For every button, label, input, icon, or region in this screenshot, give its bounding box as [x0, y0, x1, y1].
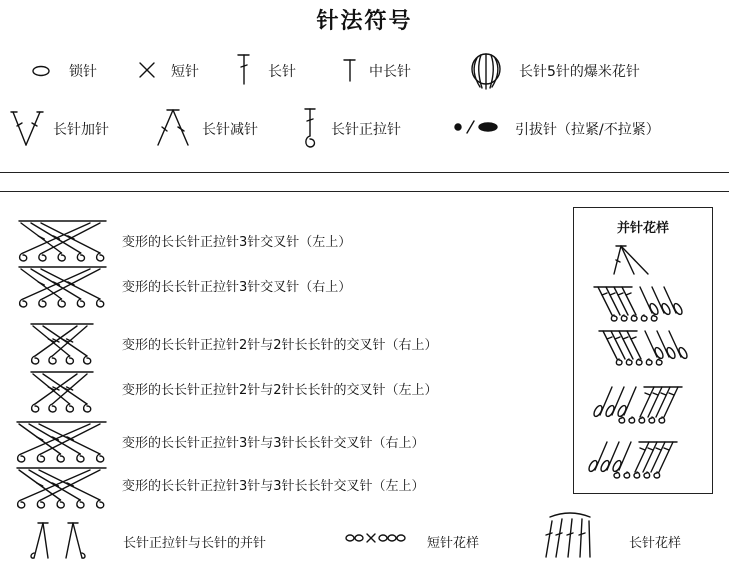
legend-label-dc-increase: 长针加针	[53, 122, 109, 138]
dc-pattern-icon	[542, 511, 598, 561]
legend-label-dc: 长针	[268, 64, 296, 80]
cross-stitch-label: 变形的长长针正拉针3针与3针长长针交叉针（右上）	[122, 436, 425, 451]
cross-stitch-2x2-right-icon	[27, 320, 97, 366]
combined-stitch-pattern-2-icon	[597, 327, 689, 365]
slip-stitch-icon	[452, 119, 502, 135]
cross-stitch-label: 变形的长长针正拉针2针与2针长长针的交叉针（左上）	[122, 383, 438, 398]
cross-stitch-label: 变形的长长针正拉针3针与3针长长针交叉针（左上）	[122, 479, 425, 494]
single-crochet-icon	[137, 61, 157, 79]
divider-top	[0, 172, 729, 173]
legend-label-fpdc: 长针正拉针	[331, 122, 401, 138]
cross-stitch-3x3-left-icon	[15, 217, 110, 263]
legend-label-dc-decrease: 长针减针	[202, 122, 258, 138]
cross-stitch-label: 变形的长长针正拉针3针交叉针（右上）	[122, 280, 352, 295]
sc-pattern-icon	[344, 531, 410, 545]
dc-decrease-icon	[155, 107, 191, 149]
cross-stitch-3x3-long-left-icon	[13, 464, 110, 510]
fpdc-dc-decrease-icon	[30, 520, 90, 562]
front-post-dc-icon	[302, 106, 322, 150]
double-crochet-icon	[236, 52, 252, 86]
bottom-label-sc-pattern: 短针花样	[427, 536, 480, 551]
half-double-crochet-icon	[342, 57, 358, 83]
legend-label-hdc: 中长针	[369, 64, 411, 80]
cross-stitch-3x3-right-icon	[15, 263, 110, 309]
legend-label-sc: 短针	[171, 64, 199, 80]
dc-increase-icon	[10, 108, 44, 148]
cross-stitch-label: 变形的长长针正拉针2针与2针长长针的交叉针（右上）	[122, 338, 438, 353]
cross-stitch-2x2-left-icon	[27, 368, 97, 414]
legend-label-popcorn: 长针5针的爆米花针	[519, 64, 640, 80]
legend-label-chain: 锁针	[69, 64, 97, 80]
combined-stitch-pattern-4-icon	[587, 438, 679, 478]
cross-stitch-3x3-long-right-icon	[13, 418, 110, 464]
chain-stitch-icon	[30, 64, 52, 78]
legend-label-slip: 引拔针（拉紧/不拉紧）	[515, 122, 660, 138]
bottom-label-fpdc-dc: 长针正拉针与长针的并针	[123, 536, 267, 551]
divider-bottom	[0, 191, 729, 192]
popcorn-stitch-icon	[468, 51, 504, 91]
combined-stitch-pattern-1-icon	[592, 283, 684, 321]
cross-stitch-label: 变形的长长针正拉针3针交叉针（左上）	[122, 235, 352, 250]
combined-panel-title: 并针花样	[616, 221, 669, 236]
fpdc-dc-decrease-small-icon	[610, 243, 650, 277]
combined-stitch-pattern-3-icon	[592, 383, 684, 423]
page-title: 针法符号	[316, 9, 413, 34]
bottom-label-dc-pattern: 长针花样	[629, 536, 682, 551]
